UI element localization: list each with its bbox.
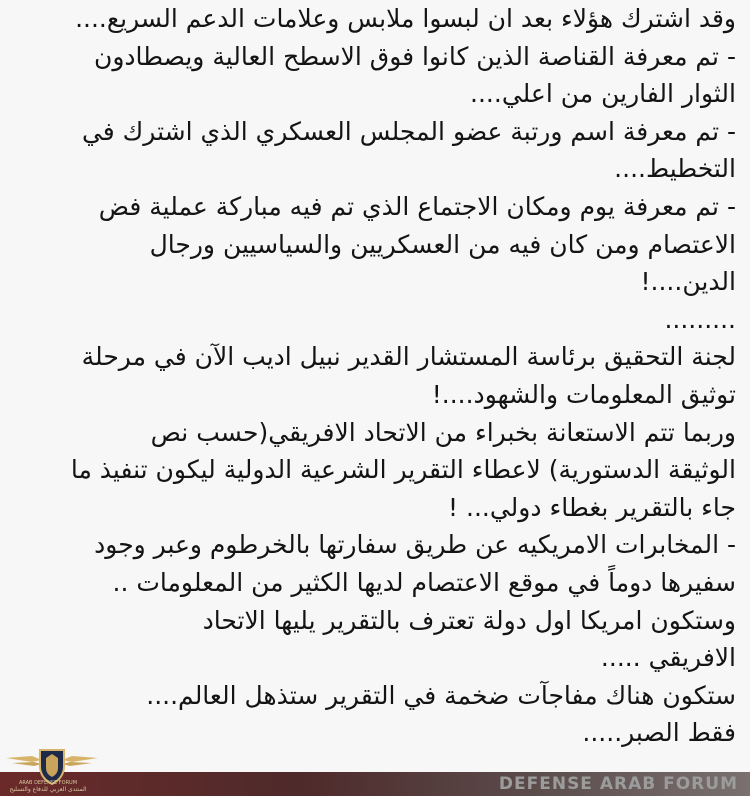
text-line: جاء بالتقرير بغطاء دولي... !	[448, 492, 736, 522]
text-line: - تم معرفة يوم ومكان الاجتماع الذي تم فيه مباركة عملية فض	[98, 191, 736, 221]
forum-name: DEFENSE ARAB FORUM	[498, 774, 738, 794]
text-line: الافريقي .....	[600, 643, 736, 673]
text-line: التخطيط....	[614, 154, 736, 184]
watermark-banner	[0, 772, 750, 796]
text-line: سفيرها دوماً في موقع الاعتصام لديها الكثير من المعلومات ..	[112, 567, 736, 597]
text-line: وقد اشترك هؤلاء بعد ان لبسوا ملابس وعلامات الدعم السريع....	[75, 4, 736, 33]
text-line: .........	[664, 304, 736, 334]
text-line: - تم معرفة اسم ورتبة عضو المجلس العسكري الذي اشترك في	[81, 116, 736, 146]
text-line: الاعتصام ومن كان فيه من العسكريين والسياسيين ورجال	[149, 229, 736, 259]
text-line: - المخابرات الامريكيه عن طريق سفارتها بالخرطوم وعبر وجود	[94, 530, 736, 560]
logo-caption-arabic: المنتدى العربي للدفاع والتسليح	[9, 786, 87, 793]
document-text	[14, 0, 736, 752]
text-line: لجنة التحقيق برئاسة المستشار القدير نبيل اديب الآن في مرحلة	[81, 342, 736, 372]
text-line: الثوار الفارين من اعلي....	[470, 79, 736, 109]
text-line: - تم معرفة القناصة الذين كانوا فوق الاسطح العالية ويصطادون	[93, 41, 736, 71]
text-line: فقط الصبر.....	[582, 718, 736, 748]
text-line: توثيق المعلومات والشهود....!	[431, 379, 736, 409]
text-line: وستكون امريكا اول دولة تعترف بالتقرير يليها الاتحاد	[202, 605, 736, 635]
text-line: وربما تتم الاستعانة بخبراء من الاتحاد الافريقي(حسب نص	[150, 417, 736, 447]
text-line: الوثيقة الدستورية) لاعطاء التقرير الشرعية الدولية ليكون تنفيذ ما	[70, 455, 736, 485]
text-line: الدين....!	[640, 267, 736, 297]
logo-caption-english: ARAB DEFENSE FORUM	[18, 780, 78, 786]
text-line: ستكون هناك مفاجآت ضخمة في التقرير ستذهل العالم....	[146, 680, 736, 710]
